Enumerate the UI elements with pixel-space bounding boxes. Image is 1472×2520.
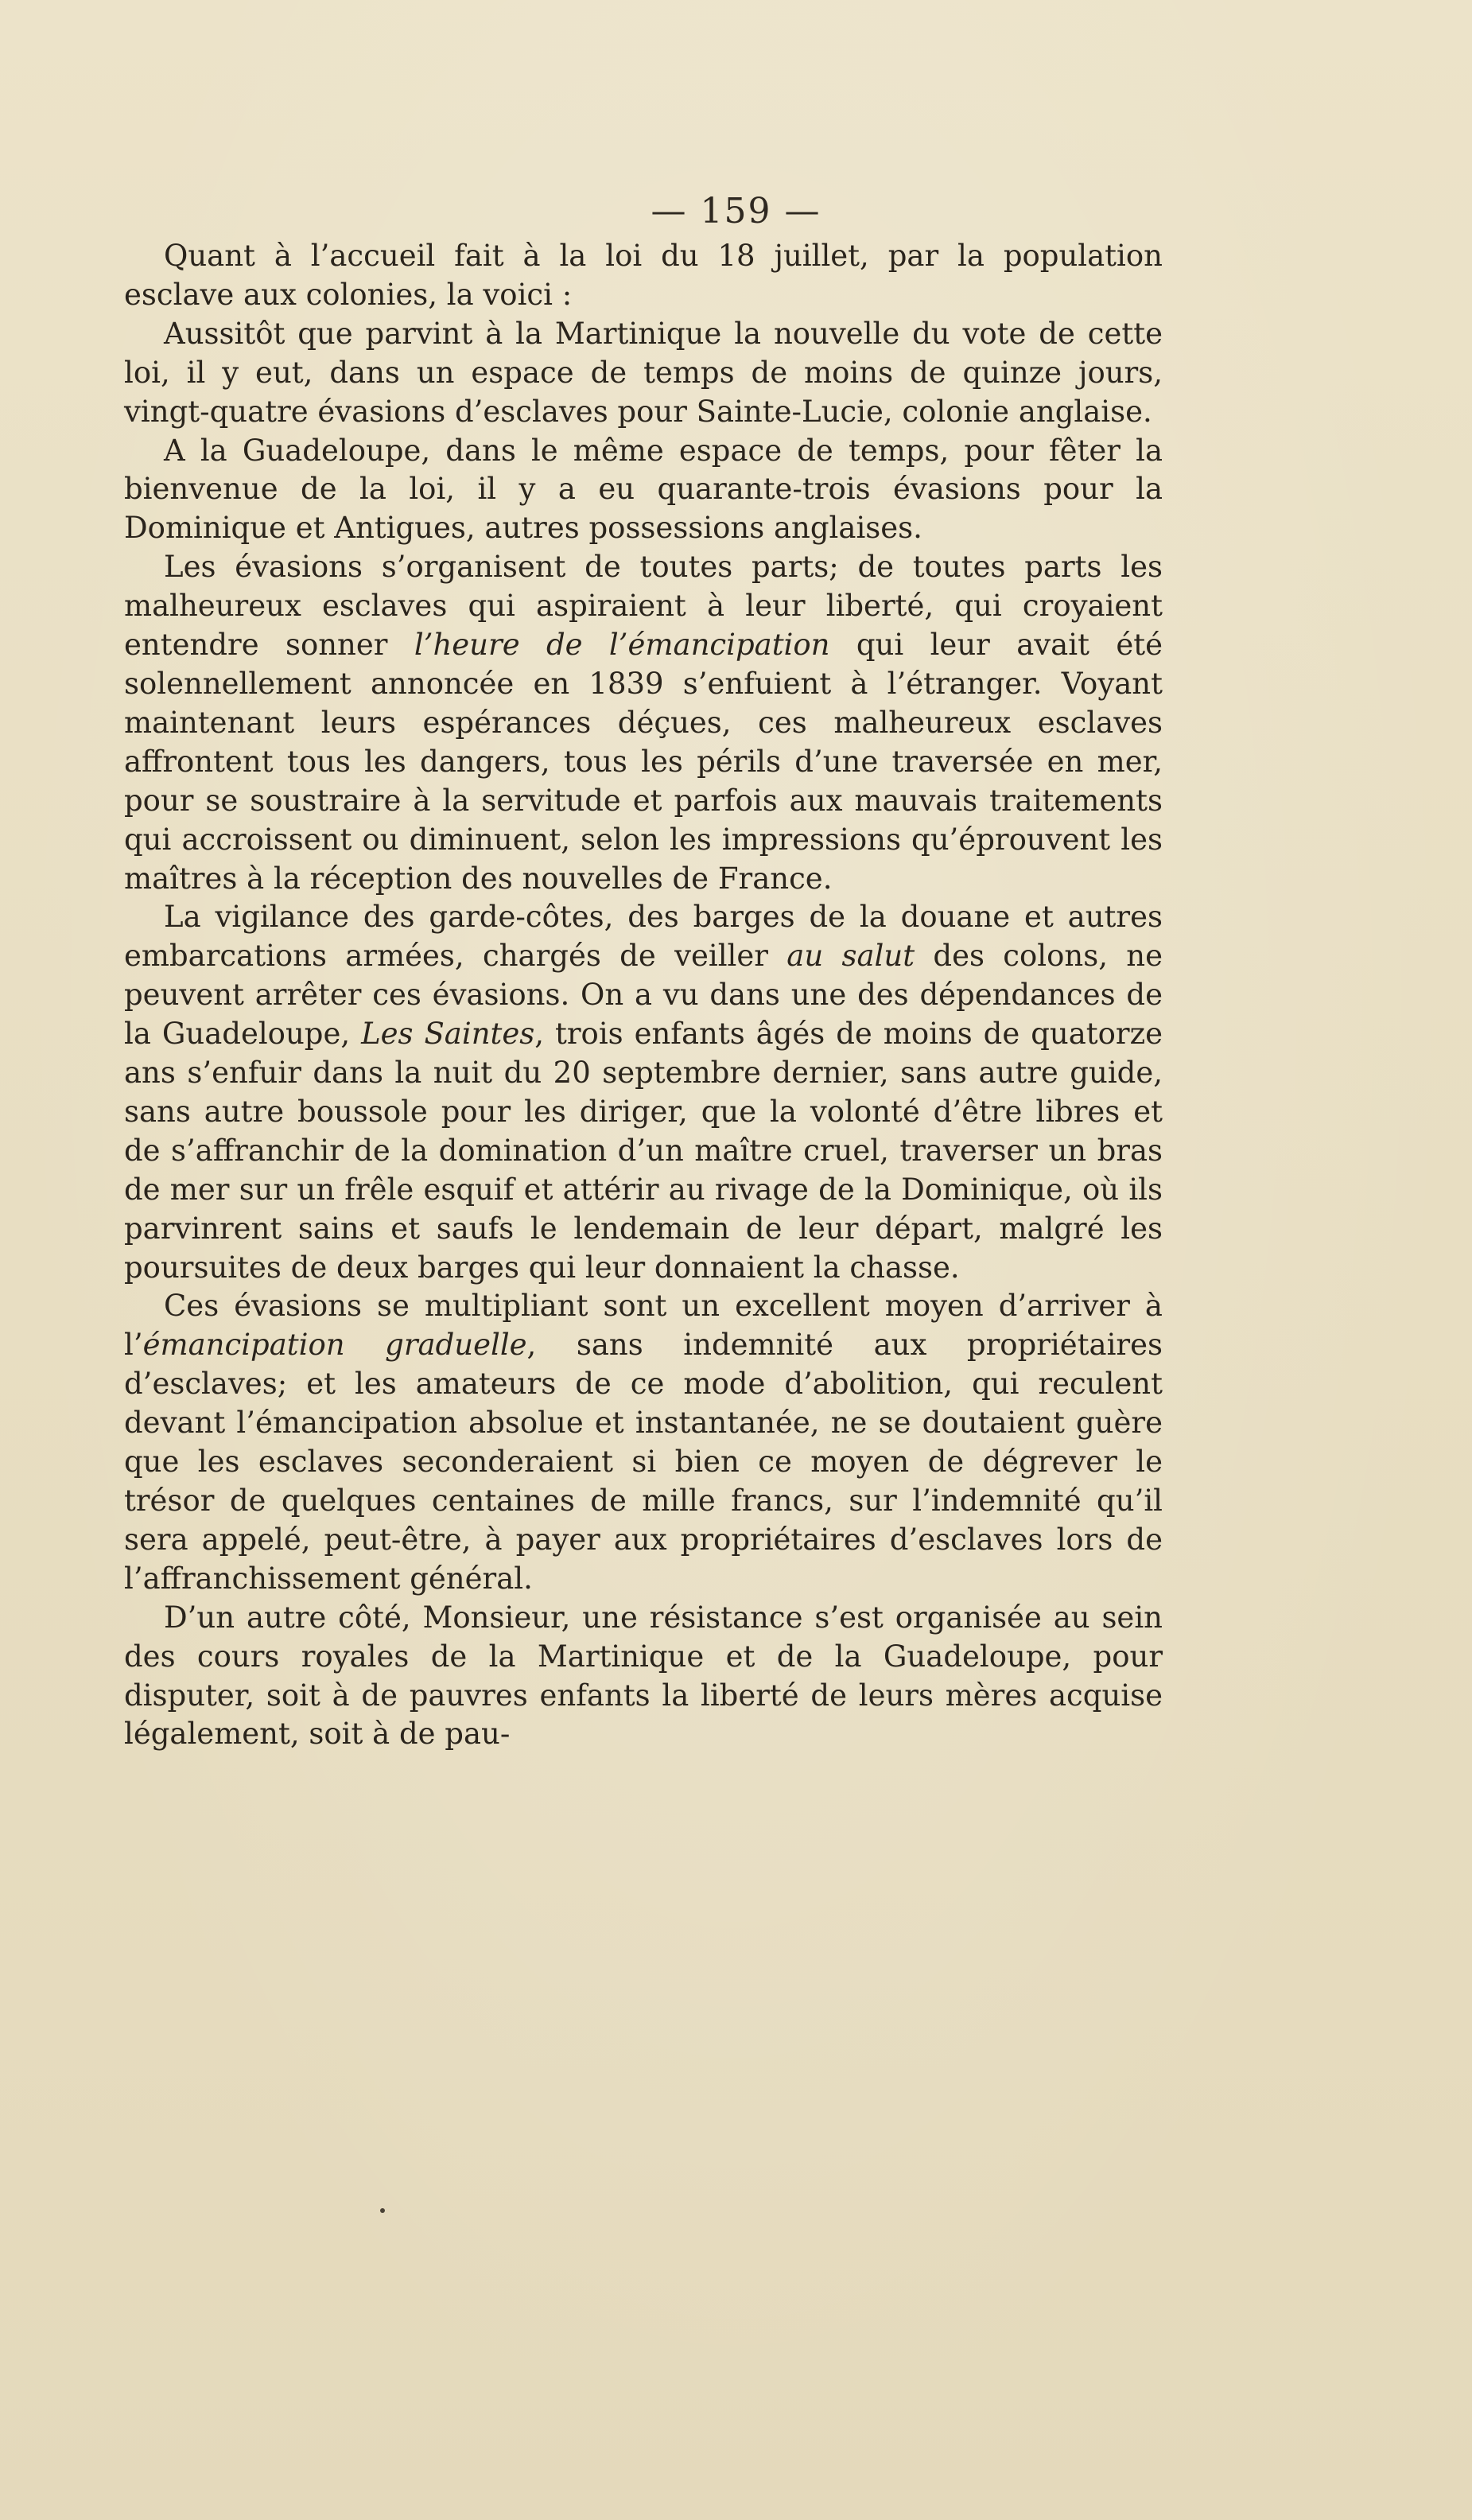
text-segment: , sans indemnité aux propriétaires d’esclaves; et les amateurs de ce mode d’abolition, qui reculent devant l’émancipation absolue et instantanée, ne se doutaient guère que les esclaves seconderaient si bien ce moyen de dégrever le trésor de quelques centaines de mille francs, sur l’indemnité qu’il sera appelé, peut-être, à payer aux propriétaires d’esclaves lors de l’affranchissement général. bbox=[124, 1328, 1163, 1596]
paragraph bbox=[124, 237, 1163, 315]
body-text bbox=[124, 237, 1163, 1754]
text-segment: Ces évasions se multipliant sont un excellent moyen d’arriver à l’ bbox=[124, 1289, 1163, 1363]
text-segment: des colons, ne peuvent arrêter ces évasions. On a vu dans une des dépendances de la Guadeloupe, bbox=[124, 939, 1163, 1052]
italic-phrase: émancipation graduelle bbox=[142, 1328, 527, 1363]
italic-phrase: Les Saintes bbox=[361, 1017, 535, 1052]
paragraph bbox=[124, 432, 1163, 549]
paragraph bbox=[124, 898, 1163, 1287]
paragraph bbox=[124, 315, 1163, 432]
paragraph bbox=[124, 1287, 1163, 1598]
page-number: — 159 — bbox=[651, 191, 821, 231]
paragraph bbox=[124, 548, 1163, 898]
paragraph bbox=[124, 1599, 1163, 1755]
text-segment: Quant à l’accueil fait à la loi du 18 juillet, par la population esclave aux colonies, la voici : bbox=[124, 239, 1163, 312]
italic-phrase: au salut bbox=[786, 939, 915, 974]
text-segment: La vigilance des garde-côtes, des barges de la douane et autres embarcations armées, chargés de veiller bbox=[124, 900, 1163, 974]
ink-speck bbox=[380, 2208, 385, 2213]
text-segment: qui leur avait été solennellement annoncée en 1839 s’enfuient à l’étranger. Voyant maintenant leurs espérances déçues, ces malheureux esclaves affrontent tous les dangers, tous les périls d’une traversée en mer, pour se soustraire à la servitude et parfois aux mauvais traitements qui accroissent ou diminuent, selon les impressions qu’éprouvent les maîtres à la réception des nouvelles de France. bbox=[124, 628, 1163, 896]
italic-phrase: l’heure de l’émancipation bbox=[414, 628, 830, 663]
text-segment: Les évasions s’organisent de toutes parts; de toutes parts les malheureux esclaves qui aspiraient à leur liberté, qui croyaient entendre sonner bbox=[124, 550, 1163, 663]
text-segment: D’un autre côté, Monsieur, une résistance s’est organisée au sein des cours royales de la Martinique et de la Guadeloupe, pour disputer, soit à de pauvres enfants la liberté de leurs mères acquise légalement, soit à de pau- bbox=[124, 1600, 1163, 1752]
text-segment: Aussitôt que parvint à la Martinique la nouvelle du vote de cette loi, il y eut, dans un espace de temps de moins de quinze jours, vingt-quatre évasions d’esclaves pour Sainte-Lucie, colonie anglaise. bbox=[124, 316, 1163, 429]
text-segment: , trois enfants âgés de moins de quatorze ans s’enfuir dans la nuit du 20 septembre dernier, sans autre guide, sans autre boussole pour les diriger, que la volonté d’être libres et de s’affranchir de la domination d’un maître cruel, traverser un bras de mer sur un frêle esquif et attérir au rivage de la Dominique, où ils parvinrent sains et saufs le lendemain de leur départ, malgré les poursuites de deux barges qui leur donnaient la chasse. bbox=[124, 1017, 1163, 1285]
text-segment: A la Guadeloupe, dans le même espace de temps, pour fêter la bienvenue de la loi, il y a eu quarante-trois évasions pour la Dominique et Antigues, autres possessions anglaises. bbox=[124, 433, 1163, 546]
